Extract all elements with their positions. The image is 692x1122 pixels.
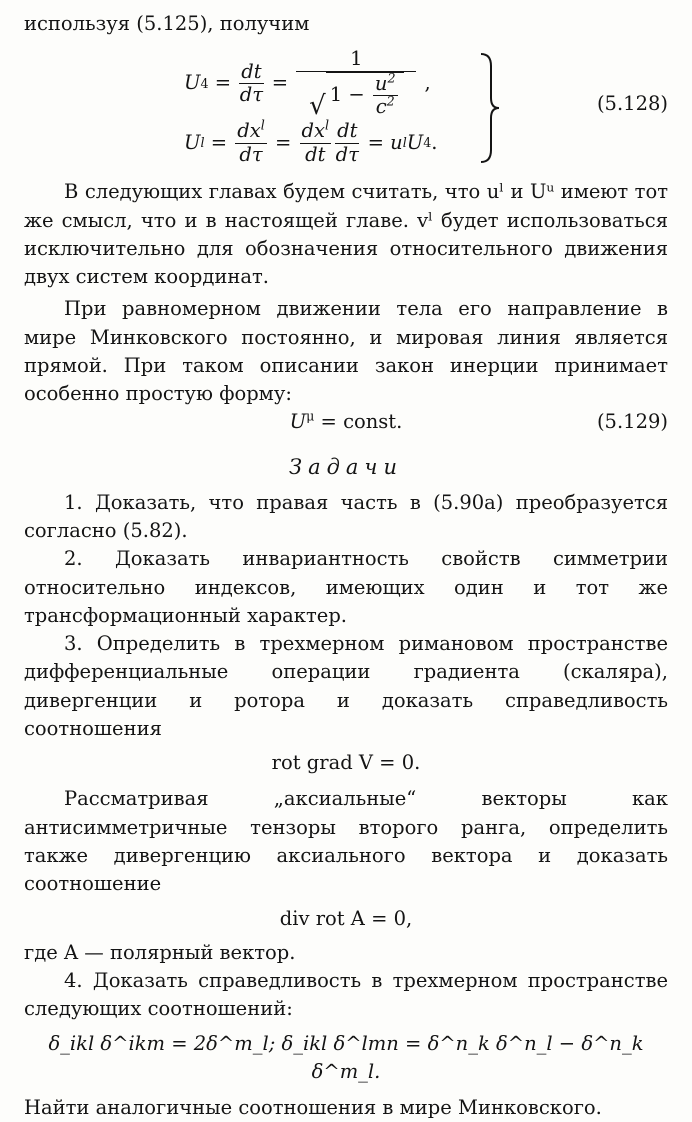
task-2: 2. Доказать инвариантность свойств симметрии относительно индексов, имеющих один и тот же трансформационный характер. [24,547,668,627]
task-1: 1. Доказать, что правая часть в (5.90а) преобразуется согласно (5.82). [24,490,668,543]
equation-number-5-129: (5.129) [596,410,668,434]
paragraph-1: В следующих главах будем считать, что uˡ и Uᵘ имеют тот же смысл, что и в настоящей главе. vˡ будет использоваться исключительно для обозначения относительного движения двух систем координат. [24,180,668,289]
equation-div-rot: div rot A = 0, [279,906,413,930]
fraction-dt-dtau: $\frac{dt}{d\tau}$ [239,59,264,107]
equation-rot-grad: rot grad V = 0. [271,751,421,775]
paragraph-3: Рассматривая „аксиальные“ векторы как антисимметричные тензоры второго ранга, определить также дивергенцию аксиального вектора и доказать соотношение [24,787,668,896]
sqrt-symbol: √ 1 − $\frac{u^2}{c^2}$ [309,72,403,119]
equation-5-129: $U^\mu$ = const. (5.129) [24,408,668,438]
paragraph-2: При равномерном движении тела его направление в мире Минковского постоянно, и мировая линия является прямой. При таком описании закон инерции принимает особенно простую форму: [24,297,668,406]
equation-5-128 [24,42,668,172]
page [24,10,668,1122]
equation-delta-relations: δ_ikl δ^ikm = 2δ^m_l; δ_ikl δ^lmn = δ^n_k δ^n_l − δ^n_k δ^m_l. [48,1031,644,1083]
section-title-tasks: Задачи [288,455,404,480]
right-brace-icon [479,52,501,164]
equation-number-5-128: (5.128) [596,92,668,116]
equation-5-128-line1: U 4 = $\frac{dt}{d\tau}$ = 1 √ 1 − $\frac{u^2}{c^2}$ , [184,47,431,121]
final-line: Найти аналогичные соотношения в мире Минковского. [24,1096,602,1120]
task-4: 4. Доказать справедливость в трехмерном пространстве следующих соотношений: [24,969,668,1021]
fraction-lorentz-factor: 1 √ 1 − $\frac{u^2}{c^2}$ [296,48,416,119]
intro-text: используя (5.125), получим [24,12,310,35]
where-line: где A — полярный вектор. [24,940,296,964]
equation-5-128-line2: U l = $\frac{dx^l}{d\tau}$ = $\frac{dx^l}{dt}$ $\frac{dt}{d\tau}$ = u l U 4 . [184,117,438,166]
task-3: 3. Определить в трехмерном римановом пространстве дифференциальные операции градиента (скаляра), дивергенции и ротора и доказать справедливость соотношения [24,632,668,740]
